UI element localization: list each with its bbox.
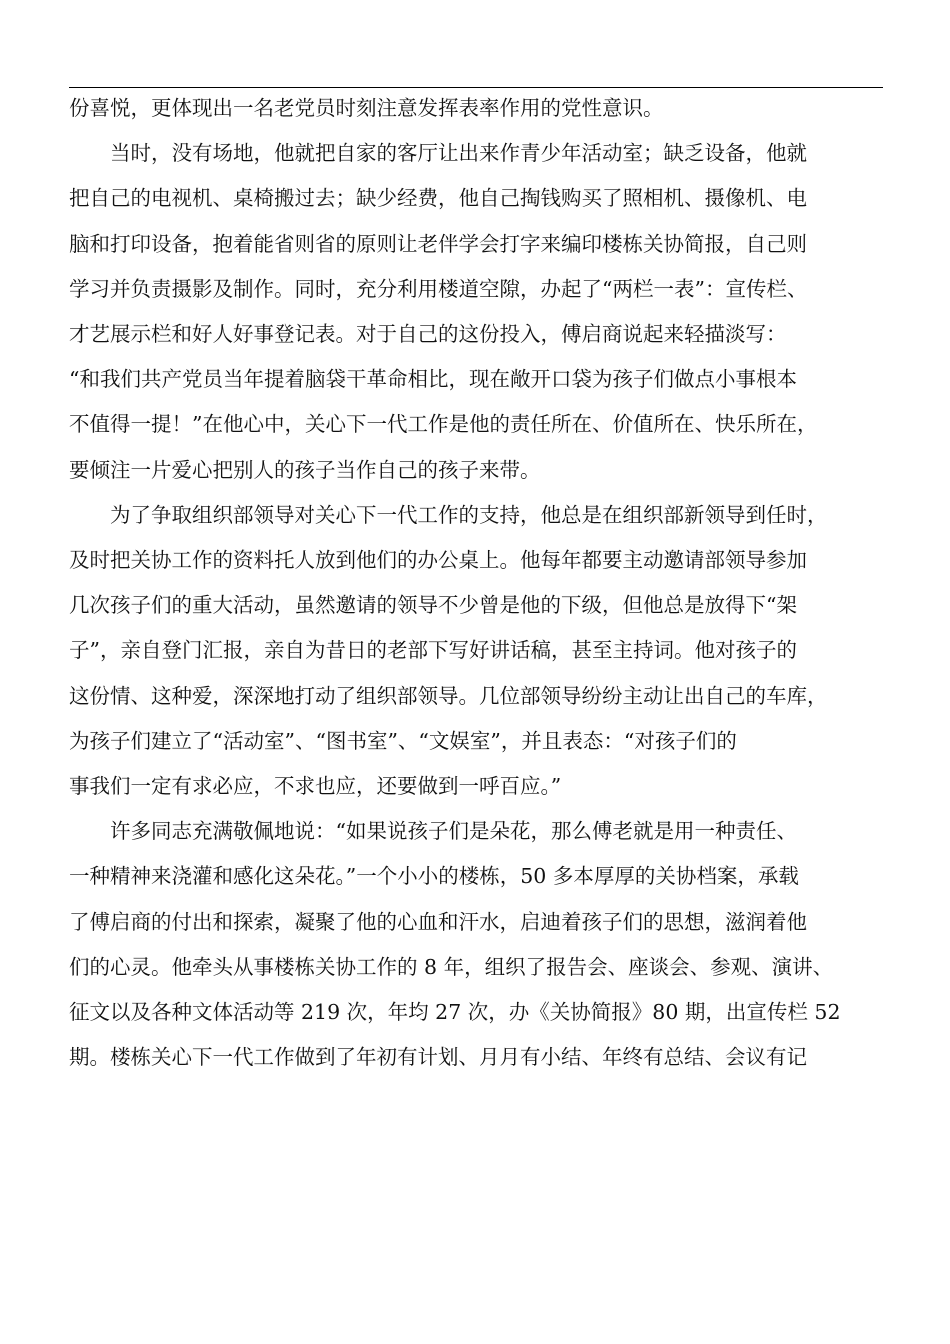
paragraph-2: 当时，没有场地，他就把自家的客厅让出来作青少年活动室；缺乏设备，他就 把自己的电视机、桌椅搬过去；缺少经费，他自己掏钱购买了照相机、摄像机、电 脑和打印设备，抱着能省则省的原则让老伴学会打字来编印楼栋关协简报，自己则 学习并负责摄影及制作。同时，充分利用楼道空隙，办起了“两栏一表”：宣传栏、 才艺展示栏和好人好事登记表。对于自己的这份投入，傅启商说起来轻描淡写： “和我们共产党员当年提着脑袋干革命相比，现在敞开口袋为孩子们做点小事根本 不值得一提！”在他心中，关心下一代工作是他的责任所在、价值所在、快乐所在， 要倾注一片爱心把别人的孩子当作自己的孩子来带。 (69, 141, 818, 482)
paragraph-3: 为了争取组织部领导对关心下一代工作的支持，他总是在组织部新领导到任时， 及时把关协工作的资料托人放到他们的办公桌上。他每年都要主动邀请部领导参加 几次孩子们的重大活动，虽然邀请的领导不少曾是他的下级，但他总是放得下“架 子”，亲自登门汇报，亲自为昔日的老部下写好讲话稿，甚至主持词。他对孩子的 这份情、这种爱，深深地打动了组织部领导。几位部领导纷纷主动让出自己的车库， 为孩子们建立了“活动室”、“图书室”、“文娱室”，并且表态：“对孩子们的 事我们一定有求必应，不求也应，还要做到一呼百应。” (69, 502, 828, 799)
paragraph-1: 份喜悦，更体现出一名老党员时刻注意发挥表率作用的党性意识。 (69, 96, 664, 120)
paragraph-4: 许多同志充满敬佩地说：“如果说孩子们是朵花，那么傅老就是用一种责任、 一种精神来浇灌和感化这朵花。”一个小小的楼栋，50 多本厚厚的关协档案，承载 了傅启商的付出和探索，凝聚了他的心血和汗水，启迪着孩子们的思想，滋润着他 们的心灵。他牵头从事楼栋关协工作的 8 年，组织了报告会、座谈会、参观、演讲、 征文以及各种文体活动等 219 次，年均 27 次，办《关协简报》80 期，出宣传栏 52 期。楼栋关心下一代工作做到了年初有计划、月月有小结、年终有总结、会议有记 (69, 819, 841, 1070)
document-body (69, 86, 887, 1080)
